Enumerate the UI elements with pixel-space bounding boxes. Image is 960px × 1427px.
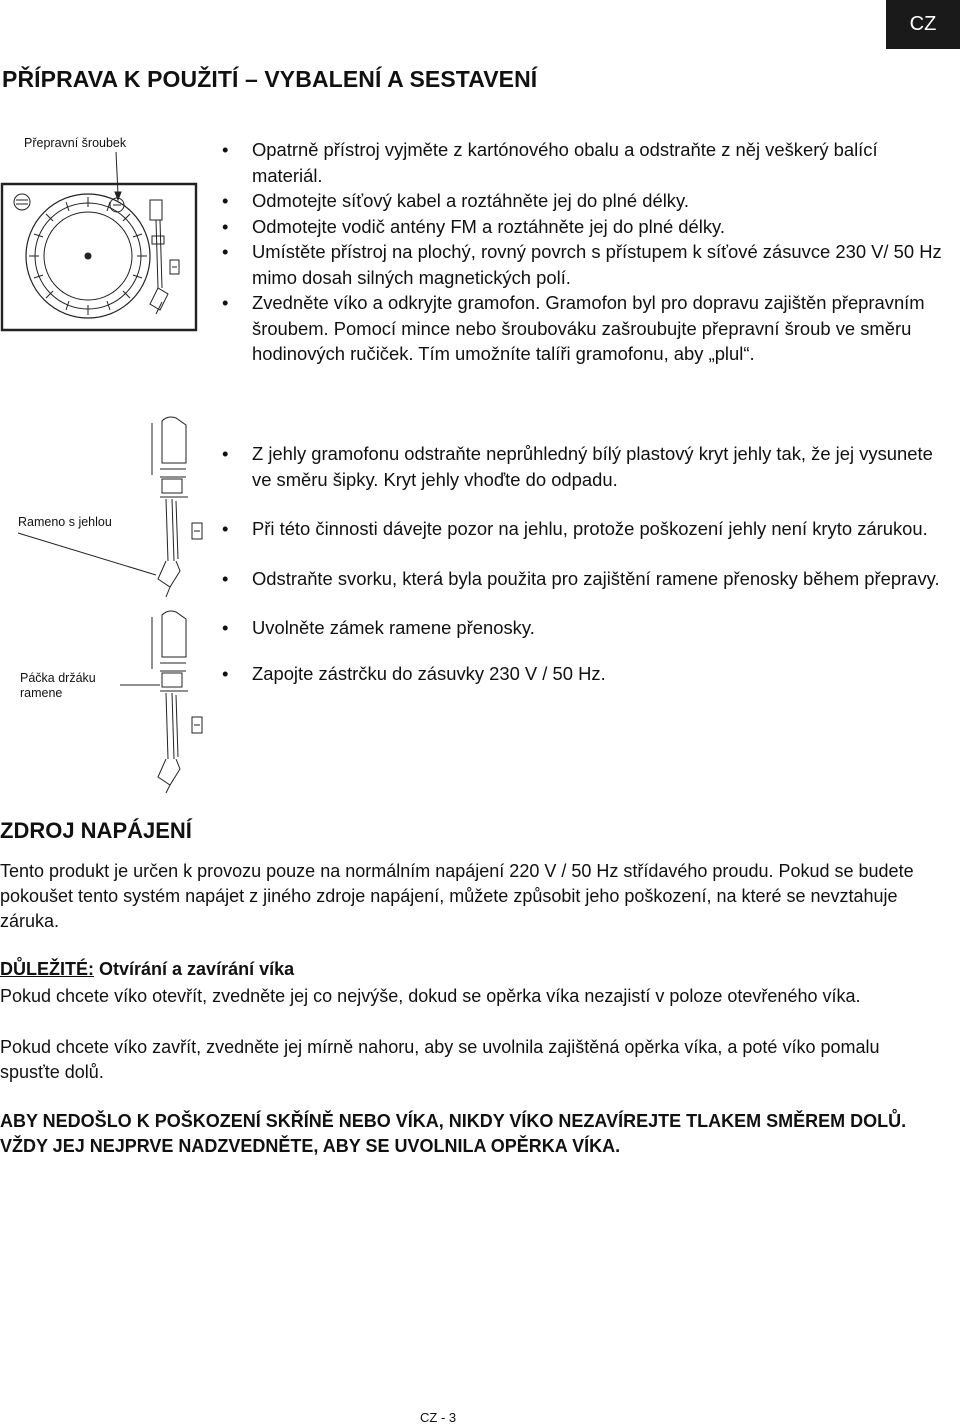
label-transport-screw: Přepravní šroubek <box>24 136 127 150</box>
label-tonearm: Rameno s jehlou <box>18 515 112 529</box>
list-item: • Zapojte zástrčku do zásuvky 230 V / 50 Hz. <box>222 661 942 687</box>
tonearm-steps-list <box>222 441 942 710</box>
list-item: • Odstraňte svorku, která byla použita pro zajištění ramene přenosky během přepravy. <box>222 566 942 592</box>
lid-warning: ABY NEDOŠLO K POŠKOZENÍ SKŘÍNĚ NEBO VÍKA, NIKDY VÍKO NEZAVÍREJTE TLAKEM SMĚREM DOLŮ. VŽDY JEJ NEJPRVE NADZVEDNĚTE, ABY SE UVOLNILA OPĚRKA VÍKA. <box>0 1111 907 1156</box>
page-number: CZ - 3 <box>420 1410 457 1425</box>
language-tab: CZ <box>886 0 960 49</box>
list-item: • Odmotejte vodič antény FM a roztáhněte jej do plné délky. <box>222 214 942 240</box>
list-item: • Při této činnosti dávejte pozor na jehlu, protože poškození jehly není kryto zárukou. <box>222 516 942 542</box>
lid-heading <box>0 959 294 980</box>
list-item: • Umístěte přístroj na plochý, rovný povrch s přístupem k síťové zásuvce 230 V/ 50 Hz mimo dosah silných magnetických polí. <box>222 239 942 290</box>
label-arm-lever: Páčka držáku ramene <box>20 671 96 700</box>
lid-heading-important: DŮLEŽITÉ: <box>0 959 94 979</box>
list-item: • Z jehly gramofonu odstraňte neprůhledný bílý plastový kryt jehly tak, že jej vysunete ve směru šipky. Kryt jehly vhoďte do odpadu. <box>222 441 942 492</box>
lid-close-paragraph: Pokud chcete víko zavřít, zvedněte jej mírně nahoru, aby se uvolnila zajištěná opěrka víka, a poté víko pomalu spusťte dolů. <box>0 1037 880 1082</box>
power-paragraph: Tento produkt je určen k provozu pouze na normálním napájení 220 V / 50 Hz střídavého proudu. Pokud se budete pokoušet tento systém napájet z jiného zdroje napájení, můžete způsobit jeho poškození, na které se nevztahuje záruka. <box>0 861 914 931</box>
list-item: • Uvolněte zámek ramene přenosky. <box>222 615 942 641</box>
unpacking-steps-list <box>222 137 942 367</box>
list-item: • Opatrně přístroj vyjměte z kartónového obalu a odstraňte z něj veškerý balící materiál. <box>222 137 942 188</box>
lid-open-paragraph: Pokud chcete víko otevřít, zvedněte jej co nejvýše, dokud se opěrka víka nezajistí v poloze otevřeného víka. <box>0 986 861 1006</box>
lid-heading-text: Otvírání a zavírání víka <box>99 959 295 979</box>
list-item: • Zvedněte víko a odkryjte gramofon. Gramofon byl pro dopravu zajištěn přepravním šroubem. Pomocí mince nebo šroubováku zašroubujte přepravní šroub ve směru hodinových ručiček. Tím umožníte talíři gramofonu, aby „plul“. <box>222 290 942 367</box>
section-title-unpacking: PŘÍPRAVA K POUŽITÍ – VYBALENÍ A SESTAVENÍ <box>2 66 538 92</box>
section-title-power: ZDROJ NAPÁJENÍ <box>0 818 192 843</box>
list-item: • Odmotejte síťový kabel a roztáhněte jej do plné délky. <box>222 188 942 214</box>
tonearm-diagram <box>0 415 230 795</box>
turntable-diagram <box>0 152 200 332</box>
